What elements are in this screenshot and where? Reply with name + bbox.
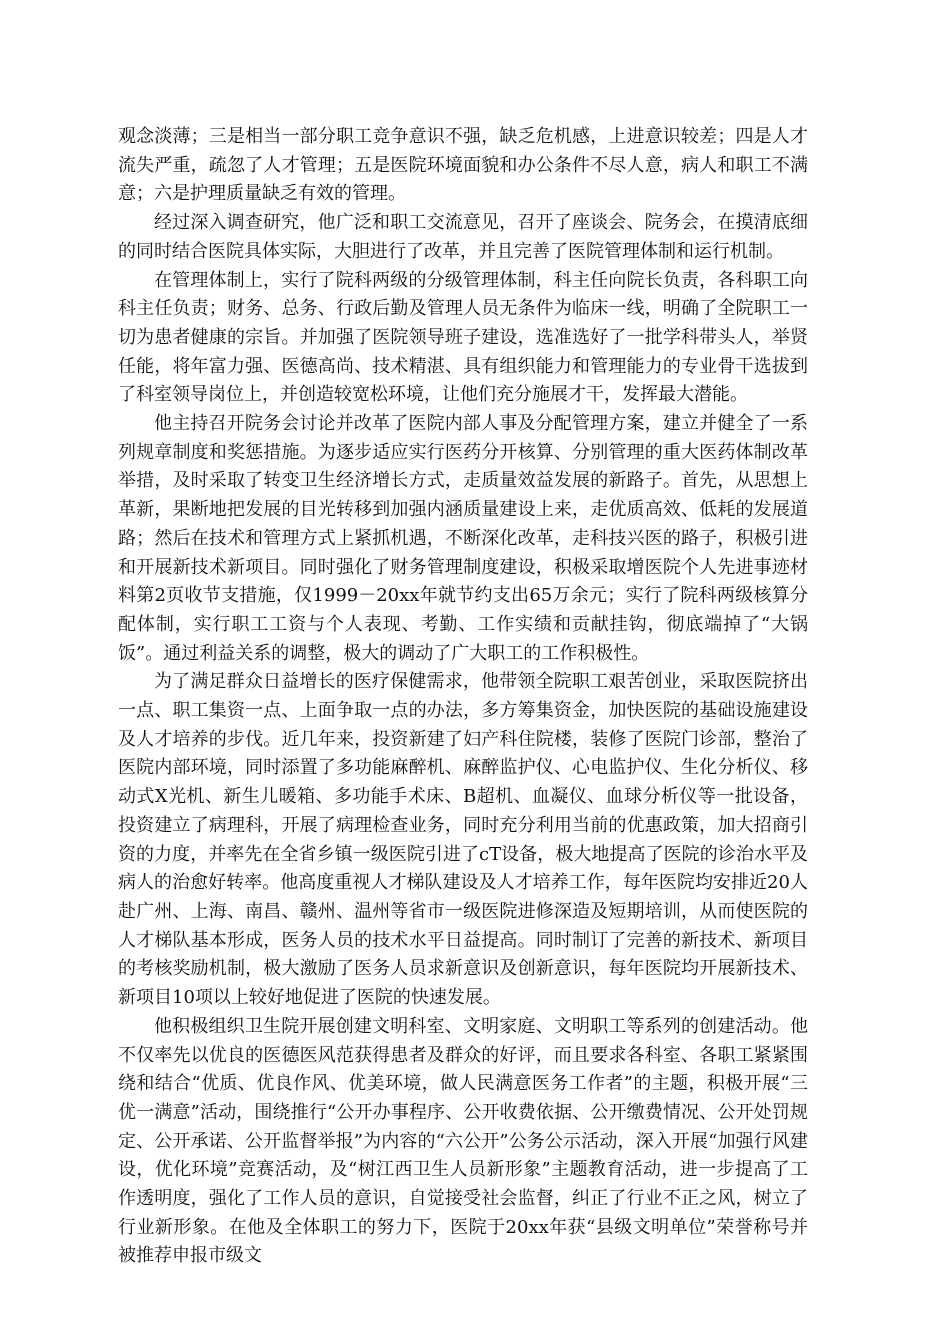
paragraph-5: 为了满足群众日益增长的医疗保健需求，他带领全院职工艰苦创业，采取医院挤出一点、职工集资一点、上面争取一点的办法，多方筹集资金，加快医院的基础设施建设及人才培养的步伐。近几年来，投资新建了妇产科住院楼，装修了医院门诊部，整治了医院内部环境，同时添置了多功能麻醉机、麻醉监护仪、心电监护仪、生化分析仪、移动式X光机、新生儿暖箱、多功能手术床、B超机、血凝仪、血球分析仪等一批设备，投资建立了病理科，开展了病理检查业务，同时充分利用当前的优惠政策，加大招商引资的力度，并率先在全省乡镇一级医院引进了cT设备，极大地提高了医院的诊治水平及病人的治愈好转率。他高度重视人才梯队建设及人才培养工作，每年医院均安排近20人赴广州、上海、南昌、赣州、温州等省市一级医院进修深造及短期培训，从而使医院的人才梯队基本形成，医务人员的技术水平日益提高。同时制订了完善的新技术、新项目的考核奖励机制，极大激励了医务人员求新意识及创新意识，每年医院均开展新技术、新项目10项以上较好地促进了医院的快速发展。	[118, 671, 808, 1009]
paragraph-3: 在管理体制上，实行了院科两级的分级管理体制，科主任向院长负责，各科职工向科主任负责；财务、总务、行政后勤及管理人员无条件为临床一线，明确了全院职工一切为患者健康的宗旨。并加强了医院领导班子建设，选准选好了一批学科带头人，举贤任能，将年富力强、医德高尚、技术精湛、具有组织能力和管理能力的专业骨干选拔到了科室领导岗位上，并创造较宽松环境，让他们充分施展才干，发挥最大潜能。	[118, 269, 808, 406]
paragraph-1: 观念淡薄；三是相当一部分职工竞争意识不强，缺乏危机感，上进意识较差；四是人才流失严重，疏忽了人才管理；五是医院环境面貌和办公条件不尽人意，病人和职工不满意；六是护理质量缺乏有效的管理。	[118, 126, 808, 205]
paragraph-2: 经过深入调查研究，他广泛和职工交流意见，召开了座谈会、院务会，在摸清底细的同时结合医院具体实际，大胆进行了改革，并且完善了医院管理体制和运行机制。	[118, 212, 808, 262]
document-body	[118, 123, 808, 1271]
paragraph-4: 他主持召开院务会讨论并改革了医院内部人事及分配管理方案，建立并健全了一系列规章制度和奖惩措施。为逐步适应实行医药分开核算、分别管理的重大医药体制改革举措，及时采取了转变卫生经济增长方式，走质量效益发展的新路子。首先，从思想上革新，果断地把发展的目光转移到加强内涵质量建设上来，走优质高效、低耗的发展道路；然后在技术和管理方式上紧抓机遇，不断深化改革，走科技兴医的路子，积极引进和开展新技术新项目。同时强化了财务管理制度建设，积极采取增医院个人先进事迹材料第2页收节支措施，仅1999－20xx年就节约支出65万余元；实行了院科两级核算分配体制，实行职工工资与个人表现、考勤、工作实绩和贡献挂钩，彻底端掉了“大锅饭”。通过利益关系的调整，极大的调动了广大职工的工作积极性。	[118, 413, 808, 664]
paragraph-6: 他积极组织卫生院开展创建文明科室、文明家庭、文明职工等系列的创建活动。他不仅率先以优良的医德医风范获得患者及群众的好评，而且要求各科室、各职工紧紧围绕和结合“优质、优良作风、优美环境，做人民满意医务工作者”的主题，积极开展“三优一满意”活动，围绕推行“公开办事程序、公开收费依据、公开缴费情况、公开处罚规定、公开承诺、公开监督举报”为内容的“六公开”公务公示活动，深入开展“加强行风建设，优化环境”竞赛活动，及“树江西卫生人员新形象”主题教育活动，进一步提高了工作透明度，强化了工作人员的意识，自觉接受社会监督，纠正了行业不正之风，树立了行业新形象。在他及全体职工的努力下，医院于20xx年获“县级文明单位”荣誉称号并被推荐申报市级文	[118, 1015, 808, 1267]
